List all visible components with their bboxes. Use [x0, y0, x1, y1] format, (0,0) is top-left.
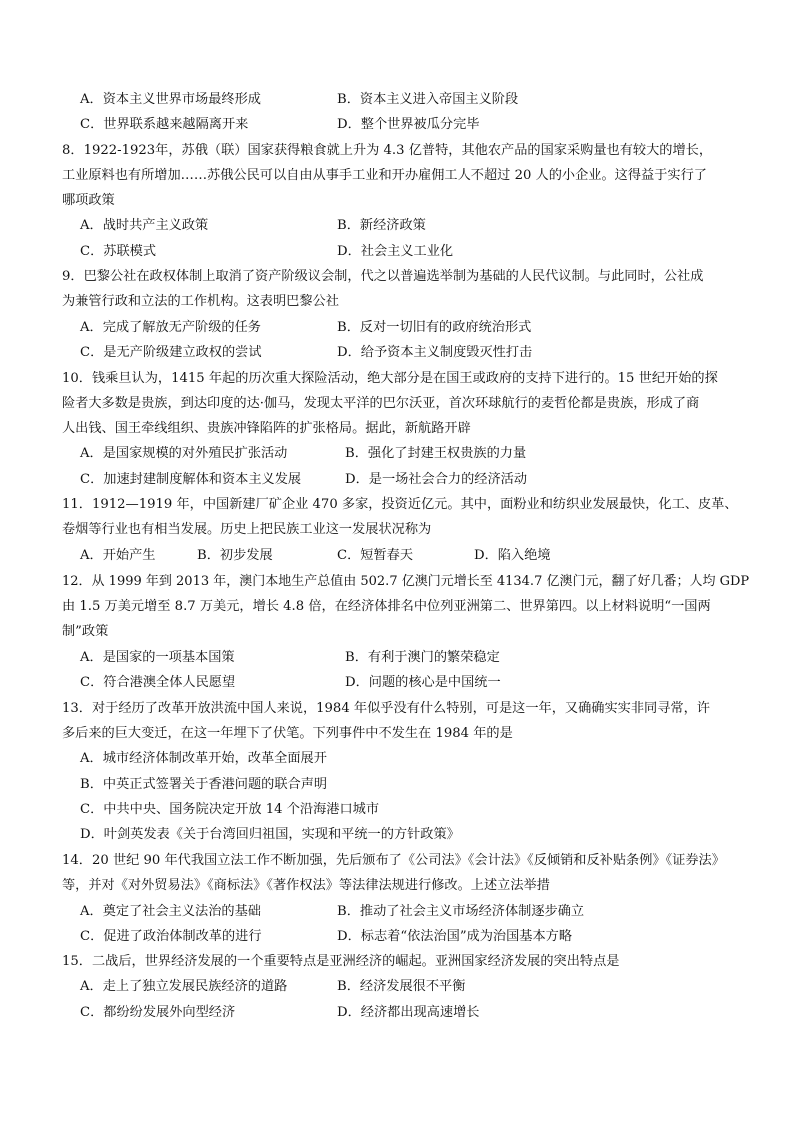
- question-stem-line: 多后来的巨大变迁，在这一年埋下了伏笔。下列事件中不发生在 1984 年的是: [62, 726, 513, 741]
- question-stem-line: 等，并对《对外贸易法》《商标法》《著作权法》等法律法规进行修改。上述立法举措: [62, 878, 550, 893]
- option-b: B．中英正式签署关于香港问题的联合声明: [80, 777, 328, 792]
- option-c: C．是无产阶级建立政权的尝试: [80, 345, 262, 360]
- option-c: C．加速封建制度解体和资本主义发展: [80, 472, 302, 487]
- question-stem-line: 险者大多数是贵族，到达印度的达·伽马，发现太平洋的巴尔沃亚，首次环球航行的麦哲伦都是贵族，形成了商: [62, 396, 700, 411]
- option-c: C．中共中央、国务院决定开放 14 个沿海港口城市: [80, 802, 380, 817]
- option-a: A．战时共产主义政策: [80, 218, 209, 233]
- option-d: D．问题的核心是中国统一: [345, 675, 501, 690]
- option-c: C．苏联模式: [80, 244, 157, 259]
- option-c: C．都纷纷发展外向型经济: [80, 1005, 236, 1020]
- option-d: D．给予资本主义制度毁灭性打击: [337, 345, 533, 360]
- question-stem-line: 工业原料也有所增加……苏俄公民可以自由从事手工业和开办雇佣工人不超过 20 人的小企业。这得益于实行了: [62, 168, 707, 183]
- question-stem-line: 14．20 世纪 90 年代我国立法工作不断加强，先后颁布了《公司法》《会计法》《反倾销和反补贴条例》《证券法》: [62, 853, 725, 868]
- option-c: C．促进了政治体制改革的进行: [80, 929, 262, 944]
- question-stem-line: 11．1912—1919 年，中国新建厂矿企业 470 多家，投资近亿元。其中，面粉业和纺织业发展最快，化工、皮革、: [62, 497, 738, 512]
- question-stem-line: 13．对于经历了改革开放洪流中国人来说，1984 年似乎没有什么特别，可是这一年，又确确实实非同寻常，许: [62, 701, 710, 716]
- option-b: B．有利于澳门的繁荣稳定: [345, 650, 500, 665]
- question-stem-line: 为兼管行政和立法的工作机构。这表明巴黎公社: [62, 294, 339, 309]
- option-b: B．新经济政策: [337, 218, 426, 233]
- option-d: D．经济都出现高速增长: [337, 1005, 480, 1020]
- question-stem-line: 10．钱乘旦认为，1415 年起的历次重大探险活动，绝大部分是在国王或政府的支持下进行的。15 世纪开始的探: [62, 371, 718, 386]
- question-stem-line: 制”政策: [62, 624, 109, 639]
- question-stem-line: 8．1922-1923年，苏俄（联）国家获得粮食就上升为 4.3 亿普特，其他农产品的国家采购量也有较大的增长，: [62, 143, 713, 158]
- option-c: C．世界联系越来越隔离开来: [80, 117, 249, 132]
- question-stem-line: 15．二战后，世界经济发展的一个重要特点是亚洲经济的崛起。亚洲国家经济发展的突出特点是: [62, 954, 620, 969]
- option-a: A．城市经济体制改革开始，改革全面展开: [80, 751, 327, 766]
- option-d: D．叶剑英发表《关于台湾回归祖国，实现和平统一的方针政策》: [80, 827, 460, 842]
- option-a: A．是国家规模的对外殖民扩张活动: [80, 446, 288, 461]
- option-b: B．资本主义进入帝国主义阶段: [337, 92, 519, 107]
- option-c: C．符合港澳全体人民愿望: [80, 675, 236, 690]
- option-d: D．标志着“依法治国”成为治国基本方略: [337, 929, 573, 944]
- option-a: A．开始产生: [80, 548, 156, 563]
- option-a: A．奠定了社会主义法治的基础: [80, 904, 261, 919]
- option-a: A．完成了解放无产阶级的任务: [80, 320, 261, 335]
- option-b: B．强化了封建王权贵族的力量: [345, 446, 527, 461]
- option-b: B．初步发展: [197, 548, 273, 563]
- option-a: A．是国家的一项基本国策: [80, 650, 235, 665]
- question-stem-line: 9．巴黎公社在政权体制上取消了资产阶级议会制，代之以普遍选举制为基础的人民代议制。与此同时，公社成: [62, 269, 704, 284]
- option-b: B．推动了社会主义市场经济体制逐步确立: [337, 904, 585, 919]
- option-b: B．经济发展很不平衡: [337, 979, 466, 994]
- question-stem-line: 12．从 1999 年到 2013 年，澳门本地生产总值由 502.7 亿澳门元增长至 4134.7 亿澳门元，翻了好几番；人均 GDP: [62, 574, 750, 589]
- option-c: C．短暂春天: [337, 548, 414, 563]
- question-stem-line: 哪项政策: [62, 193, 115, 208]
- option-b: B．反对一切旧有的政府统治形式: [337, 320, 532, 335]
- option-a: A．走上了独立发展民族经济的道路: [80, 979, 288, 994]
- option-d: D．整个世界被瓜分完毕: [337, 117, 480, 132]
- option-d: D．陷入绝境: [474, 548, 551, 563]
- option-a: A．资本主义世界市场最终形成: [80, 92, 261, 107]
- question-stem-line: 人出钱、国王牵线组织、贵族冲锋陷阵的扩张格局。据此，新航路开辟: [62, 421, 471, 436]
- question-stem-line: 由 1.5 万美元增至 8.7 万美元，增长 4.8 倍，在经济体排名中位列亚洲第二、世界第四。以上材料说明“一国两: [62, 599, 711, 614]
- question-stem-line: 卷烟等行业也有相当发展。历史上把民族工业这一发展状况称为: [62, 522, 432, 537]
- option-d: D．社会主义工业化: [337, 244, 454, 259]
- option-d: D．是一场社会合力的经济活动: [345, 472, 528, 487]
